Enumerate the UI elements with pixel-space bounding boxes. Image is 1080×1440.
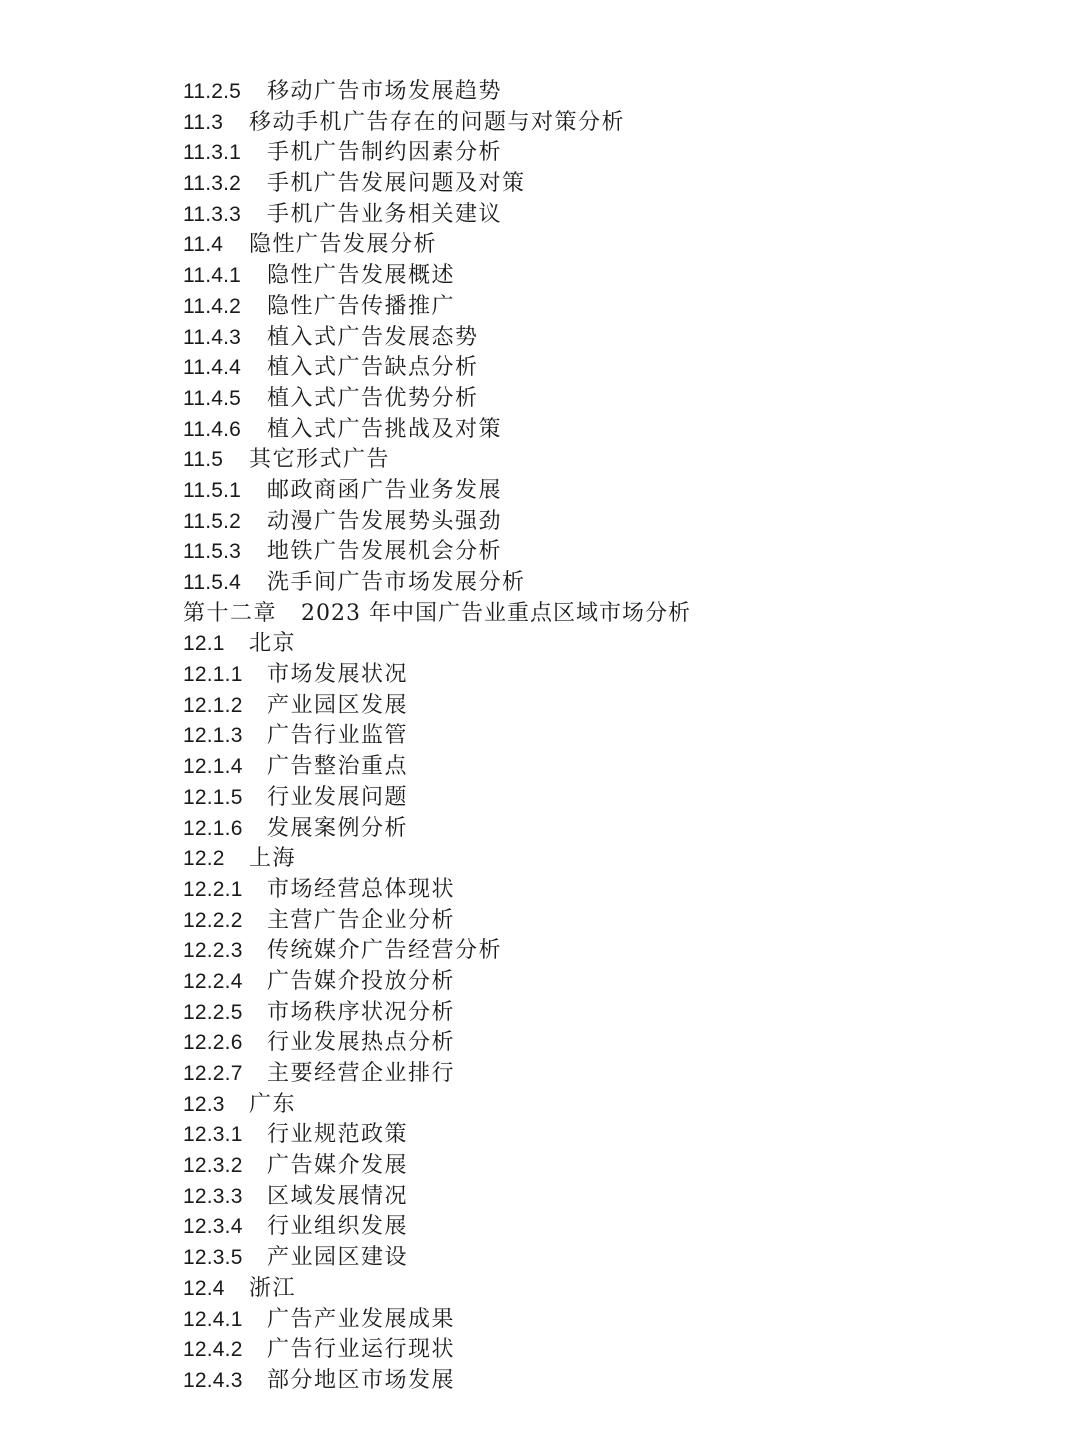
toc-entry-number: 11.5.2 [183, 509, 242, 533]
toc-entry-title: 市场发展状况 [267, 662, 409, 688]
toc-entry-number: 12.1.1 [183, 663, 243, 687]
toc-entry-title: 动漫广告发展势头强劲 [267, 508, 503, 534]
toc-subsection [183, 137, 1043, 168]
table-of-contents [183, 76, 1043, 1396]
toc-entry-number: 12.1.3 [183, 724, 243, 748]
toc-subsection [183, 567, 1043, 598]
toc-entry-title: 产业园区发展 [267, 692, 409, 718]
toc-entry-number: 12.1.5 [183, 785, 243, 809]
toc-subsection [183, 935, 1043, 966]
toc-entry-title: 植入式广告挑战及对策 [267, 416, 503, 442]
toc-section [183, 628, 1043, 659]
toc-entry-number: 12.4 [183, 1276, 225, 1300]
toc-subsection [183, 168, 1043, 199]
toc-entry-number: 11.5.4 [183, 571, 242, 594]
toc-subsection [183, 260, 1043, 291]
toc-entry-title: 2023 年中国广告业重点区域市场分析 [301, 600, 691, 626]
toc-entry-title: 传统媒介广告经营分析 [267, 938, 503, 964]
toc-entry-number: 12.4.1 [183, 1307, 243, 1331]
toc-entry-number: 12.2.6 [183, 1031, 243, 1055]
toc-entry-number: 11.4.6 [183, 417, 242, 441]
toc-entry-title: 部分地区市场发展 [267, 1367, 456, 1393]
toc-subsection [183, 475, 1043, 506]
toc-subsection [183, 751, 1043, 782]
toc-entry-title: 植入式广告优势分析 [267, 385, 479, 411]
toc-entry-number: 12.3.5 [183, 1246, 243, 1270]
toc-entry-title: 行业发展热点分析 [267, 1030, 456, 1056]
toc-entry-title: 隐性广告发展概述 [267, 263, 456, 289]
toc-entry-number: 11.4.3 [183, 325, 242, 349]
toc-subsection [183, 383, 1043, 414]
toc-subsection [183, 720, 1043, 751]
toc-entry-number: 11.4 [183, 233, 224, 257]
toc-entry-title: 北京 [249, 631, 297, 657]
toc-entry-number: 11.3.3 [183, 202, 242, 226]
toc-subsection [183, 997, 1043, 1028]
toc-entry-title: 行业规范政策 [267, 1122, 409, 1148]
toc-entry-number: 11.3.1 [183, 141, 242, 165]
toc-entry-number: 12.2.5 [183, 1000, 243, 1024]
toc-entry-number: 11.4.2 [183, 294, 242, 318]
toc-section [183, 843, 1043, 874]
toc-entry-title: 植入式广告发展态势 [267, 324, 479, 350]
toc-entry-number: 12.3.3 [183, 1184, 243, 1208]
toc-entry-title: 广告媒介发展 [267, 1153, 409, 1179]
toc-subsection [183, 813, 1043, 844]
toc-entry-number: 11.4.4 [183, 356, 242, 380]
toc-subsection [183, 1211, 1043, 1242]
toc-entry-title: 隐性广告传播推广 [267, 293, 456, 319]
toc-entry-number: 12.3 [183, 1092, 225, 1116]
toc-entry-title: 移动手机广告存在的问题与对策分析 [249, 109, 626, 135]
toc-entry-title: 手机广告业务相关建议 [267, 201, 503, 227]
toc-entry-title: 广告行业运行现状 [267, 1337, 456, 1363]
toc-subsection [183, 1027, 1043, 1058]
toc-subsection [183, 291, 1043, 322]
toc-section [183, 1273, 1043, 1304]
toc-chapter-heading [183, 598, 1043, 629]
toc-entry-number: 12.4.3 [183, 1368, 243, 1392]
toc-entry-number: 11.5.3 [183, 540, 242, 564]
toc-entry-number: 12.2.7 [183, 1062, 243, 1085]
toc-entry-number: 11.5 [183, 448, 224, 472]
toc-entry-number: 12.3.1 [183, 1123, 243, 1147]
toc-entry-title: 其它形式广告 [249, 447, 391, 473]
toc-subsection [183, 1181, 1043, 1212]
toc-entry-title: 主营广告企业分析 [267, 907, 456, 933]
toc-subsection [183, 1304, 1043, 1335]
toc-entry-number: 12.1.2 [183, 693, 243, 717]
toc-entry-number: 12.2.4 [183, 969, 243, 993]
toc-entry-title: 市场秩序状况分析 [267, 999, 456, 1025]
toc-subsection [183, 1242, 1043, 1273]
toc-entry-title: 市场经营总体现状 [267, 876, 456, 902]
toc-entry-title: 主要经营企业排行 [267, 1061, 456, 1086]
toc-subsection [183, 414, 1043, 445]
toc-entry-title: 手机广告发展问题及对策 [267, 171, 526, 197]
toc-entry-number: 12.3.2 [183, 1154, 243, 1178]
toc-subsection [183, 322, 1043, 353]
toc-subsection [183, 1334, 1043, 1365]
toc-entry-title: 广东 [249, 1091, 297, 1117]
toc-entry-title: 广告整治重点 [267, 754, 409, 780]
toc-entry-title: 地铁广告发展机会分析 [267, 539, 503, 565]
toc-subsection [183, 659, 1043, 690]
toc-entry-title: 产业园区建设 [267, 1245, 409, 1271]
toc-entry-title: 洗手间广告市场发展分析 [267, 570, 526, 595]
toc-entry-number: 11.5.1 [183, 478, 242, 502]
toc-entry-title: 植入式广告缺点分析 [267, 355, 479, 381]
toc-entry-title: 手机广告制约因素分析 [267, 140, 503, 166]
toc-subsection [183, 1119, 1043, 1150]
toc-section [183, 107, 1043, 138]
toc-subsection [183, 874, 1043, 905]
toc-entry-title: 移动广告市场发展趋势 [267, 79, 503, 104]
toc-entry-title: 行业发展问题 [267, 784, 409, 810]
toc-entry-title: 邮政商函广告业务发展 [267, 477, 503, 503]
toc-entry-title: 上海 [249, 846, 297, 872]
toc-entry-number: 11.4.5 [183, 386, 242, 410]
toc-entry-number: 11.2.5 [183, 80, 242, 103]
toc-section [183, 229, 1043, 260]
toc-section [183, 444, 1043, 475]
toc-subsection [183, 199, 1043, 230]
toc-subsection [183, 690, 1043, 721]
toc-entry-number: 12.1 [183, 632, 225, 656]
toc-entry-title: 隐性广告发展分析 [249, 232, 438, 258]
toc-entry-title: 广告行业监管 [267, 723, 409, 749]
toc-entry-title: 广告媒介投放分析 [267, 968, 456, 994]
toc-subsection [183, 76, 1043, 107]
toc-entry-number: 11.3.2 [183, 172, 242, 196]
toc-entry-number: 12.1.6 [183, 816, 243, 840]
toc-subsection [183, 536, 1043, 567]
toc-entry-number: 12.2.3 [183, 939, 243, 963]
toc-section [183, 1089, 1043, 1120]
toc-entry-number: 第十二章 [183, 600, 278, 626]
toc-entry-number: 12.4.2 [183, 1338, 243, 1362]
toc-entry-number: 12.2.2 [183, 908, 243, 932]
toc-subsection [183, 506, 1043, 537]
toc-subsection [183, 1058, 1043, 1089]
toc-entry-number: 11.3 [183, 110, 224, 134]
toc-entry-title: 广告产业发展成果 [267, 1306, 456, 1332]
toc-entry-title: 区域发展情况 [267, 1183, 409, 1209]
toc-subsection [183, 1365, 1043, 1396]
toc-entry-number: 12.2.1 [183, 877, 243, 901]
toc-entry-number: 12.3.4 [183, 1215, 243, 1239]
toc-subsection [183, 966, 1043, 997]
toc-entry-number: 12.2 [183, 847, 225, 871]
toc-entry-title: 浙江 [249, 1275, 297, 1301]
toc-entry-number: 12.1.4 [183, 755, 243, 779]
toc-entry-title: 行业组织发展 [267, 1214, 409, 1240]
toc-subsection [183, 782, 1043, 813]
toc-subsection [183, 352, 1043, 383]
toc-entry-number: 11.4.1 [183, 264, 242, 288]
toc-entry-title: 发展案例分析 [267, 815, 409, 841]
toc-subsection [183, 1150, 1043, 1181]
toc-subsection [183, 905, 1043, 936]
